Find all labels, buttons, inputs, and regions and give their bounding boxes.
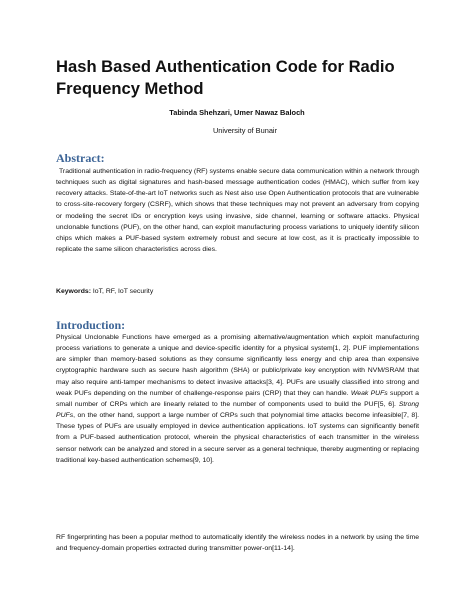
intro-text-part-c: support a small number of CRPs which are linearly related to the number of components used to build the PUF[5, 6].: [56, 389, 419, 408]
keywords-text: IoT, RF, IoT security: [91, 288, 154, 295]
keywords: [56, 286, 419, 297]
intro-weak-pufs: Weak PUFs: [350, 389, 388, 397]
abstract-text: Traditional authentication in radio-frequency (RF) systems enable secure data communication within a network through techniques such as digital signatures and hash-based message authentication codes (HMAC), which suffer from key recovery attacks. State-of-the-art IoT networks such as Nest also use Open Authentication protocols that are vulnerable to cross-site-recovery forgery (CSRF), which shows that these techniques may not prevent an adversary from copying or modeling the secret IDs or encryption keys using invasive, side channel, learning or software attacks. Physical unclonable functions (PUF), on the other hand, can exploit manufacturing process variations to uniquely identify silicon chips which makes a PUF-based system extremely robust and secure at low cost, as it is practically impossible to replicate the same silicon characteristics across dies.: [56, 168, 419, 254]
author-list: Tabinda Shehzari, Umer Nawaz Baloch: [169, 108, 305, 117]
intro-strong-pufs: Strong PUFs: [56, 400, 419, 420]
intro-text-part-e: , on the other hand, support a large number of CRPs such that polynomial time attacks become infeasible[7, 8]. These types of PUFs are usually employed in device authentication applications. IoT systems can significantly benefit from a PUF-based authentication protocol, wherein the physical characteristics of each transmitter in the wireless sensor network can be analyzed and stored in a secure server as a general technique, thereby augmenting or replacing traditional key-based authentication schemes[9, 10].: [56, 412, 419, 464]
introduction-paragraph-2: RF fingerprinting has been a popular method to automatically identify the wireless nodes in a network by using the time and frequency-domain properties extracted during transmitter power-on[11-14].: [56, 534, 419, 553]
paper-title: Hash Based Authentication Code for Radio Frequency Method: [56, 57, 395, 98]
introduction-paragraph-1: [56, 332, 419, 466]
intro-text-part-a: Physical Unclonable Functions have emerged as a promising alternative/augmentation which exploit manufacturing process variations to generate a unique and device-specific identity for a physical system[1, 2]. PUF implementations are simpler than memory-based solutions as they consume significantly less energy and chip area than expensive cryptographic hardware such as secure hash algorithm (SHA) or public/private key encryption with NVM/SRAM that may also require anti-tamper mechanisms to detect invasive attacks[3, 4]. PUFs are usually classified into strong and weak PUFs depending on the number of challenge-response pairs (CRP) that they can handle.: [56, 334, 419, 397]
affiliation: University of Bunair: [212, 126, 278, 135]
introduction-heading: Introduction:: [56, 318, 126, 332]
keywords-label: Keywords:: [56, 288, 91, 295]
abstract-heading: Abstract:: [56, 151, 105, 165]
